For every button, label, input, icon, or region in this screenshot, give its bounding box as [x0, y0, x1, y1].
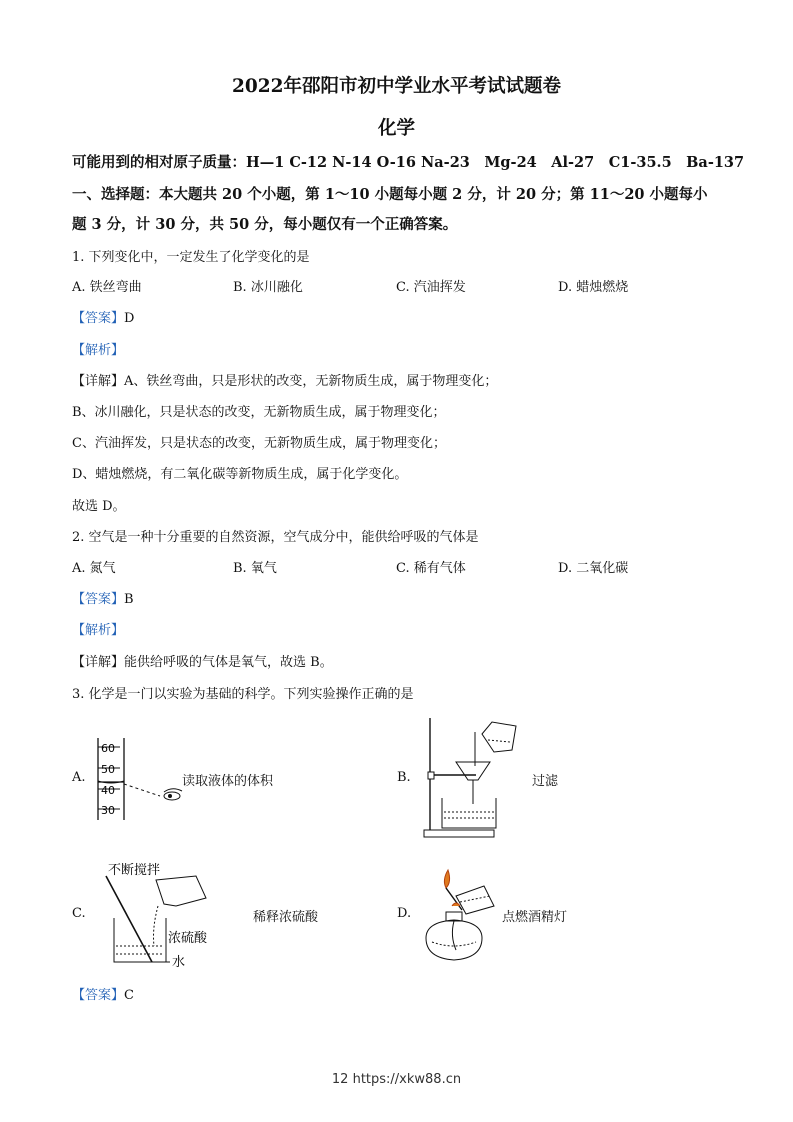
footer-url[interactable]: https://xkw88.cn — [352, 1072, 462, 1087]
q3-option-b-letter: B. — [397, 770, 411, 785]
detail-tag: 【详解】 — [72, 655, 125, 670]
alcohol-lamp-figure — [416, 866, 500, 964]
q2-answer-value: B — [124, 592, 134, 607]
answer-tag: 【答案】 — [72, 592, 125, 607]
q1-detail-line1 — [72, 370, 497, 389]
q2-analysis-tag: 【解析】 — [72, 623, 125, 638]
q1-option-c: C. 汽油挥发 — [396, 280, 466, 295]
q1-answer — [72, 307, 134, 326]
detail-tag: 【详解】 — [72, 374, 125, 389]
tick-60: 60 — [101, 742, 115, 755]
q3-option-d-caption: 点燃酒精灯 — [502, 910, 568, 925]
q1-detail-d: D、蜡烛燃烧，有二氧化碳等新物质生成，属于化学变化。 — [72, 467, 408, 482]
q3-option-a-caption: 读取液体的体积 — [182, 774, 274, 789]
section-instructions-line1: 一、选择题：本大题共 20 个小题，第 1～10 小题每小题 2 分，计 20 分；第 11～20 小题每小 — [72, 186, 708, 203]
section-instructions-line2: 题 3 分，计 30 分，共 50 分，每小题仅有一个正确答案。 — [72, 216, 458, 233]
subject-title: 化学 — [377, 118, 415, 139]
eye-icon — [164, 789, 182, 800]
dilution-figure — [96, 858, 226, 970]
atomic-masses: 可能用到的相对原子质量：H—1 C-12 N-14 O-16 Na-23 Mg-24 Al-27 C1-35.5 Ba-137 — [72, 154, 745, 171]
q2-answer — [72, 588, 134, 607]
answer-tag: 【答案】 — [72, 311, 125, 326]
q1-option-b: B. 冰川融化 — [233, 280, 303, 295]
label-stir: 不断搅拌 — [108, 863, 161, 878]
q2-option-c: C. 稀有气体 — [396, 561, 466, 576]
answer-tag: 【答案】 — [72, 988, 125, 1003]
q2-stem: 2. 空气是一种十分重要的自然资源，空气成分中，能供给呼吸的气体是 — [72, 530, 479, 545]
q1-detail-c: C、汽油挥发，只是状态的改变，无新物质生成，属于物理变化； — [72, 436, 446, 451]
q1-option-d: D. 蜡烛燃烧 — [558, 280, 629, 295]
q2-option-d: D. 二氧化碳 — [558, 561, 629, 576]
q3-answer-value: C — [124, 988, 134, 1003]
tick-50: 50 — [101, 763, 115, 776]
graduated-cylinder-figure — [92, 734, 192, 822]
label-acid: 浓硫酸 — [168, 931, 208, 946]
q3-option-a-letter: A. — [72, 770, 86, 785]
q1-analysis-tag: 【解析】 — [72, 343, 125, 358]
q3-option-c-caption: 稀释浓硫酸 — [253, 910, 319, 925]
filtration-figure — [418, 712, 528, 840]
q2-detail — [72, 651, 333, 670]
q1-detail-a: A、铁丝弯曲，只是形状的改变，无新物质生成，属于物理变化； — [124, 374, 498, 389]
page-number: 12 — [331, 1072, 349, 1087]
tick-30: 30 — [101, 804, 115, 817]
tick-40: 40 — [101, 784, 115, 797]
q3-option-d-letter: D. — [397, 906, 412, 921]
q3-option-c-letter: C. — [72, 906, 86, 921]
q3-option-b-caption: 过滤 — [532, 774, 559, 789]
page-footer — [0, 1072, 793, 1087]
q2-detail-text: 能供给呼吸的气体是氧气，故选 B。 — [124, 655, 333, 670]
q1-detail-b: B、冰川融化，只是状态的改变，无新物质生成，属于物理变化； — [72, 405, 446, 420]
q1-option-a: A. 铁丝弯曲 — [72, 280, 142, 295]
label-water: 水 — [172, 955, 186, 970]
q2-option-a: A. 氮气 — [72, 561, 116, 576]
q2-option-b: B. 氧气 — [233, 561, 277, 576]
page-title: 2022年邵阳市初中学业水平考试试题卷 — [232, 76, 561, 97]
q3-stem: 3. 化学是一门以实验为基础的科学。下列实验操作正确的是 — [72, 687, 414, 702]
q1-stem: 1. 下列变化中，一定发生了化学变化的是 — [72, 250, 310, 265]
q1-conclusion: 故选 D。 — [72, 499, 126, 514]
q3-answer — [72, 984, 134, 1003]
q1-answer-value: D — [124, 311, 135, 326]
